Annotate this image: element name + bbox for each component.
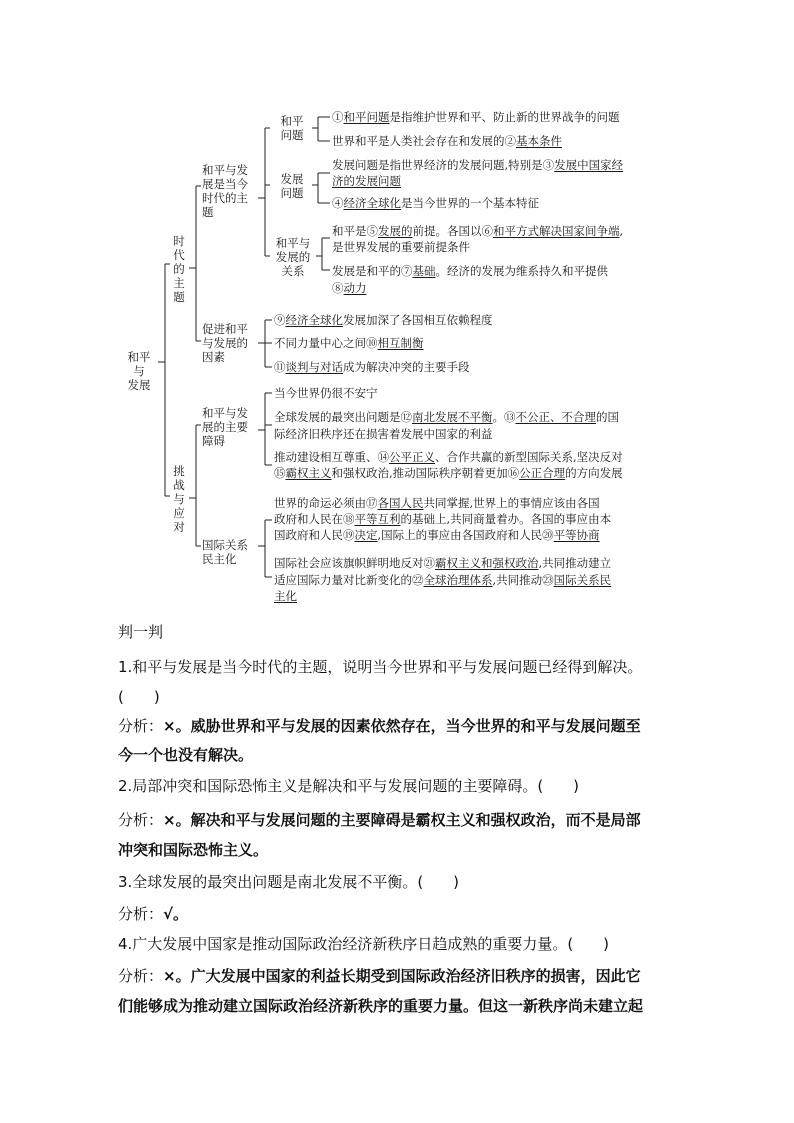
text: 世界的命运必须由⑰ [274,496,378,510]
leaf-rel-2b [332,279,367,297]
answer-blank: 相互制衡 [377,336,424,350]
text: 政府和人民在⑱ [274,512,355,526]
text: 是世界发展的重要前提条件 [332,240,470,254]
text: ④ [332,196,344,210]
text: ⑮ [274,466,286,480]
node-line: 发展 [280,172,304,186]
node-dev-issue [272,172,312,200]
analysis-3 [118,904,188,924]
text: 当今世界仍很不安宁 [274,386,378,400]
leaf-demo-2 [274,554,611,572]
node-line: 发展的 [275,250,311,264]
analysis-text: ×。解决和平与发展问题的主要障碍是霸权主义和强权政治，而不是局部 [163,811,641,829]
root-line: 和平 [127,350,151,364]
node-line: 和平与发 [202,406,248,420]
node-line: 促进和平 [202,322,248,336]
root-node [118,350,160,392]
leaf-peace-1 [332,108,620,126]
leaf-obstacle-3b [274,464,623,482]
text: 。经济的发展为维系持久和平提供 [435,264,608,278]
answer-blank: 决定 [354,528,378,542]
text: 和平是⑤ [332,224,378,238]
branch-era-theme [171,234,187,304]
answer-blank: 平等互利 [354,512,401,526]
answer-blank: 和平方式解决国家间争端 [493,224,620,238]
text: 的基础上,共同商量着办。各国的事应由本 [400,512,612,526]
text: 全球发展的最突出问题是⑫ [274,410,412,424]
node-line: 问题 [280,186,304,200]
text: 国政府和人民⑲ [274,528,355,542]
text: 共同掌握,世界上的事情应该由各国 [423,496,600,510]
answer-blank: 经济全球化 [343,196,401,210]
node-main-obstacles [202,406,258,448]
answer-blank: 和平问题 [343,110,390,124]
text: 、合作共赢的新型国际关系,坚决反对 [435,450,623,464]
text: ① [332,110,344,124]
analysis-2 [118,810,641,830]
text: ,国际上的事应由各国政府和人民⑳ [377,528,554,542]
leaf-factor-1 [274,311,493,329]
text: 世界和平是人类社会存在和发展的② [332,134,516,148]
branch-char: 对 [173,520,185,534]
node-promoting-factors [202,322,258,364]
node-line: 关系 [281,264,305,278]
text: 前提。各国以⑥ [412,224,493,238]
leaf-dev-1b [332,172,401,190]
node-democratization [202,538,258,566]
answer-blank: 不公正、不合理 [515,410,596,424]
leaf-demo-1c [274,526,600,544]
quiz-heading: 判一判 [118,623,164,641]
text: 和强权政治,推动国际秩序朝着更加⑯ [331,466,520,480]
branch-char: 与 [173,492,185,506]
answer-blank: 动力 [343,281,367,295]
analysis-label: 分析： [118,717,164,735]
node-relation [270,236,316,278]
leaf-obstacle-2 [274,408,619,426]
leaf-rel-1: 和平是⑤发展的前提。各国以⑥和平方式解决国家间争端, [332,224,624,238]
text: 发展是和平的⑦ [332,264,413,278]
root-line: 发展 [127,378,151,392]
leaf-dev-2 [332,194,539,212]
text: 发展加深了各国相互依赖程度 [343,313,493,327]
answer-blank: 谈判与对话 [285,360,343,374]
branch-char: 时 [173,234,185,248]
leaf-demo-2b [274,571,611,589]
node-line: 问题 [280,128,304,142]
leaf-obstacle-1 [274,384,378,402]
answer-blank: 基础 [412,264,436,278]
node-line: 和平 [280,114,304,128]
answer-blank: 发展中国家经 [554,158,624,172]
answer-blank: 霸权主义 [285,466,332,480]
leaf-demo-2c [274,587,297,605]
analysis-text: √。 [163,905,189,923]
text: ,共同推动建立 [538,556,612,570]
node-peace-issue [272,114,312,142]
question-3: 3.全球发展的最突出问题是南北发展不平衡。( ) [118,873,460,891]
branch-char: 的 [173,262,185,276]
text: 。⑬ [492,410,516,424]
answer-blank: 霸权主义和强权政治 [435,556,539,570]
answer-blank: 经济全球化 [285,313,343,327]
text: 发展问题是指世界经济的发展问题,特别是③ [332,158,555,172]
text: 适应国际力量对比新变化的㉒ [274,573,424,587]
analysis-text: ×。广大发展中国家的利益长期受到国际政治经济旧秩序的损害，因此它 [163,967,641,985]
node-line: 和平与发 [202,163,248,177]
leaf-rel-1b [332,238,470,256]
leaf-peace-2 [332,132,562,150]
answer-blank: 平等协商 [553,528,600,542]
root-line: 与 [133,364,145,378]
node-line: 民主化 [202,552,237,566]
answer-blank: 各国人民 [377,496,424,510]
text: 推动建设相互尊重、⑭ [274,450,389,464]
node-line: 时代的主 [202,191,248,205]
analysis-label: 分析： [118,905,164,923]
text: ⑧ [332,281,344,295]
question-4: 4.广大发展中国家是推动国际政治经济新秩序日趋成熟的重要力量。( ) [118,935,610,953]
answer-blank: 发展的 [378,224,413,238]
analysis-1 [118,716,641,736]
text: ,共同推动㉓ [492,573,554,587]
leaf-factor-3 [274,358,470,376]
text: 国际社会应该旗帜鲜明地反对㉑ [274,556,435,570]
node-line: 展是当今 [202,177,248,191]
answer-blank: 公正合理 [519,466,566,480]
node-peace-dev-theme [202,163,258,219]
branch-char: 主 [173,276,185,290]
answer-blank: 全球治理体系 [423,573,493,587]
text: 的方向发展 [565,466,623,480]
text: 际经济旧秩序还在损害着发展中国家的利益 [274,427,493,441]
question-1-paren: ( ) [118,688,160,706]
branch-char: 代 [173,248,185,262]
analysis-text: ×。威胁世界和平与发展的因素依然存在，当今世界的和平与发展问题至 [163,717,641,735]
analysis-label: 分析： [118,811,164,829]
branch-char: 题 [173,290,185,304]
answer-blank: 主化 [274,589,297,603]
text: ⑪ [274,360,286,374]
text: ⑨ [274,313,286,327]
leaf-factor-2 [274,334,424,352]
analysis-4 [118,966,641,986]
text: 的国 [596,410,619,424]
branch-char: 应 [173,506,185,520]
node-line: 障碍 [202,434,225,448]
text: 不同力量中心之间⑩ [274,336,378,350]
answer-blank: 济的发展问题 [332,174,401,188]
answer-blank: 国际关系民 [553,573,612,587]
node-line: 国际关系 [202,538,248,552]
node-line: 和平与 [275,236,311,250]
node-line: 展的主要 [202,420,248,434]
branch-char: 战 [173,478,185,492]
question-2: 2.局部冲突和国际恐怖主义是解决和平与发展问题的主要障碍。( ) [118,777,580,795]
leaf-rel-2 [332,262,608,280]
answer-blank: 南北发展不平衡 [412,410,493,424]
branch-char: 挑 [173,464,185,478]
node-line: 因素 [202,350,225,364]
text: 是当今世界的一个基本特征 [401,196,539,210]
text: 成为解决冲突的主要手段 [343,360,470,374]
analysis-1b: 今一个也没有解决。 [118,746,254,764]
text: 是指维护世界和平、防止新的世界战争的问题 [389,110,620,124]
answer-blank: 公平正义 [389,450,435,464]
analysis-2b: 冲突和国际恐怖主义。 [118,841,269,859]
analysis-label: 分析： [118,967,164,985]
leaf-obstacle-2b [274,425,493,443]
branch-challenge [171,464,187,534]
answer-blank: 基本条件 [516,134,562,148]
node-line: 题 [202,205,214,219]
node-line: 与发展的 [202,336,248,350]
question-1: 1.和平与发展是当今时代的主题，说明当今世界和平与发展问题已经得到解决。 [118,658,643,676]
analysis-4b: 们能够成为推动建立国际政治经济新秩序的重要力量。但这一新秩序尚未建立起 [118,997,644,1015]
